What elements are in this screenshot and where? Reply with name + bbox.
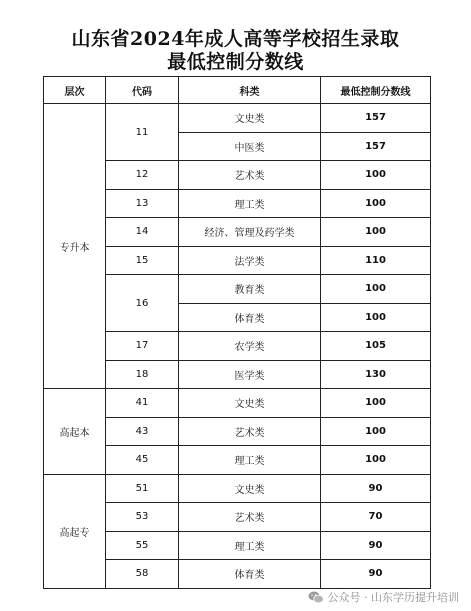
score-cell: 100 <box>321 161 431 190</box>
category-cell: 农学类 <box>179 332 321 361</box>
category-cell: 经济、管理及药学类 <box>179 218 321 247</box>
category-cell: 理工类 <box>179 446 321 475</box>
score-cell: 100 <box>321 446 431 475</box>
code-cell: 45 <box>106 446 179 475</box>
score-cell: 157 <box>321 104 431 133</box>
score-cell: 157 <box>321 132 431 161</box>
header-level: 层次 <box>44 77 106 104</box>
score-cell: 130 <box>321 360 431 389</box>
score-cell: 90 <box>321 531 431 560</box>
category-cell: 艺术类 <box>179 417 321 446</box>
wechat-icon <box>308 591 324 604</box>
table-row <box>44 389 431 418</box>
header-min-score: 最低控制分数线 <box>321 77 431 104</box>
code-cell: 18 <box>106 360 179 389</box>
level-cell: 高起专 <box>44 474 106 588</box>
code-cell: 13 <box>106 189 179 218</box>
watermark-text: 公众号 · 山东学历提升培训 <box>327 591 459 604</box>
score-cell: 90 <box>321 560 431 589</box>
table-row <box>44 104 431 133</box>
code-cell: 16 <box>106 275 179 332</box>
code-cell: 17 <box>106 332 179 361</box>
table-header-row <box>44 77 431 104</box>
category-cell: 文史类 <box>179 474 321 503</box>
header-category: 科类 <box>179 77 321 104</box>
code-cell: 11 <box>106 104 179 161</box>
level-cell: 高起本 <box>44 389 106 475</box>
category-cell: 中医类 <box>179 132 321 161</box>
code-cell: 58 <box>106 560 179 589</box>
category-cell: 理工类 <box>179 531 321 560</box>
code-cell: 41 <box>106 389 179 418</box>
score-cell: 100 <box>321 303 431 332</box>
code-cell: 53 <box>106 503 179 532</box>
category-cell: 艺术类 <box>179 161 321 190</box>
code-cell: 55 <box>106 531 179 560</box>
table-row <box>44 474 431 503</box>
score-cell: 100 <box>321 218 431 247</box>
category-cell: 文史类 <box>179 389 321 418</box>
category-cell: 文史类 <box>179 104 321 133</box>
score-cell: 110 <box>321 246 431 275</box>
score-cell: 100 <box>321 189 431 218</box>
code-cell: 14 <box>106 218 179 247</box>
score-cell: 100 <box>321 275 431 304</box>
score-cell: 105 <box>321 332 431 361</box>
score-cell: 70 <box>321 503 431 532</box>
code-cell: 43 <box>106 417 179 446</box>
score-cell: 100 <box>321 389 431 418</box>
code-cell: 12 <box>106 161 179 190</box>
code-cell: 15 <box>106 246 179 275</box>
category-cell: 医学类 <box>179 360 321 389</box>
watermark <box>308 589 460 605</box>
page-subtitle: 最低控制分数线 <box>167 51 304 73</box>
code-cell: 51 <box>106 474 179 503</box>
category-cell: 教育类 <box>179 275 321 304</box>
score-cell: 90 <box>321 474 431 503</box>
category-cell: 法学类 <box>179 246 321 275</box>
category-cell: 体育类 <box>179 560 321 589</box>
score-table <box>43 76 431 589</box>
category-cell: 理工类 <box>179 189 321 218</box>
level-cell: 专升本 <box>44 104 106 389</box>
score-cell: 100 <box>321 417 431 446</box>
category-cell: 体育类 <box>179 303 321 332</box>
page-title: 山东省2024年成人高等学校招生录取 <box>71 28 400 50</box>
header-code: 代码 <box>106 77 179 104</box>
category-cell: 艺术类 <box>179 503 321 532</box>
